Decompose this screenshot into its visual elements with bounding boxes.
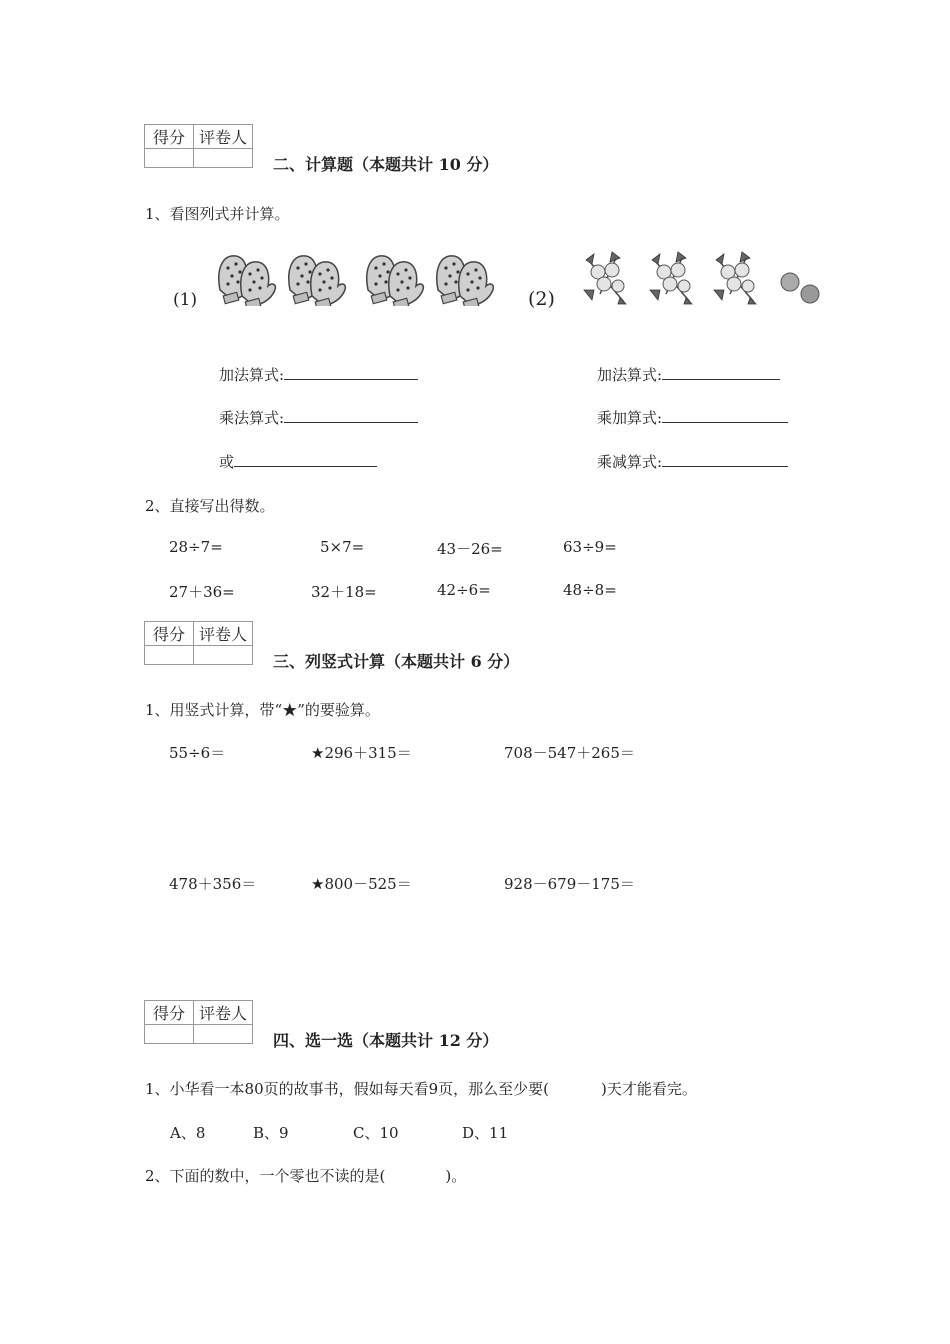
mitten-pair-3 (367, 256, 424, 306)
option-a[interactable]: A、8 (170, 1124, 206, 1142)
apples-picture (578, 248, 828, 308)
section2-title: 二、计算题（本题共计 10 分） (273, 155, 499, 174)
section3-title: 三、列竖式计算（本题共计 6 分） (273, 652, 520, 671)
calc-item: 32＋18= (311, 583, 377, 601)
right-line-3 (597, 451, 788, 472)
s4-q1-text (145, 1078, 697, 1099)
vertical-calc-item: 478＋356＝ (169, 875, 257, 893)
s2-q1-label1: (1) (173, 290, 198, 310)
score-cell (145, 149, 194, 168)
left-line-2-label: 乘法算式: (219, 409, 285, 427)
answer-blank[interactable] (234, 452, 377, 467)
mitten-pair-2 (289, 256, 346, 306)
option-c[interactable]: C、10 (353, 1124, 399, 1142)
vertical-calc-item: 928－679－175＝ (504, 875, 635, 893)
score-box (144, 1000, 253, 1044)
s2-q1-label2: (2) (528, 288, 555, 310)
s4-q2-before: 2、下面的数中，一个零也不读的是( (145, 1167, 386, 1185)
s4-q1-after: )天才能看完。 (601, 1080, 697, 1098)
s3-q1-text: 1、用竖式计算，带“★”的要验算。 (145, 701, 380, 719)
grader-cell (194, 149, 253, 168)
calc-item: 27＋36= (169, 583, 235, 601)
apple-branch-2 (650, 252, 692, 304)
answer-blank[interactable] (284, 365, 418, 380)
score-cell (145, 1025, 194, 1044)
left-line-1-label: 加法算式: (219, 366, 285, 384)
score-cell (145, 646, 194, 665)
section4-title: 四、选一选（本题共计 12 分） (273, 1031, 499, 1050)
answer-blank[interactable] (662, 452, 788, 467)
mitten-pair-4 (437, 256, 494, 306)
score-label: 得分 (145, 622, 194, 646)
grader-label: 评卷人 (194, 125, 253, 149)
right-line-3-label: 乘减算式: (597, 453, 663, 471)
option-b[interactable]: B、9 (253, 1124, 289, 1142)
calc-item: 43－26= (437, 540, 503, 558)
answer-blank[interactable] (662, 365, 780, 380)
right-line-2 (597, 407, 788, 428)
vertical-calc-item: ★296＋315＝ (311, 744, 412, 762)
grader-cell (194, 646, 253, 665)
s2-q1-text: 1、看图列式并计算。 (145, 205, 290, 223)
right-line-1 (597, 364, 780, 385)
grader-label: 评卷人 (194, 1001, 253, 1025)
calc-item: 42÷6= (437, 581, 491, 599)
score-box (144, 621, 253, 665)
right-line-1-label: 加法算式: (597, 366, 663, 384)
mitten-pair-1 (219, 256, 276, 306)
right-line-2-label: 乘加算式: (597, 409, 663, 427)
score-box (144, 124, 253, 168)
calc-item: 28÷7= (169, 538, 223, 556)
loose-apples (781, 273, 819, 303)
answer-blank[interactable] (662, 408, 788, 423)
grader-label: 评卷人 (194, 622, 253, 646)
s4-q2-after: )。 (445, 1167, 467, 1185)
left-line-1 (219, 364, 418, 385)
left-line-2 (219, 407, 418, 428)
score-label: 得分 (145, 1001, 194, 1025)
left-line-3 (219, 451, 377, 472)
left-line-3-label: 或 (219, 453, 235, 471)
vertical-calc-item: 708－547＋265＝ (504, 744, 635, 762)
s4-q1-before: 1、小华看一本80页的故事书，假如每天看9页，那么至少要( (145, 1080, 550, 1098)
apple-branch-3 (714, 252, 756, 304)
vertical-calc-item: 55÷6＝ (169, 744, 226, 762)
mittens-picture (214, 250, 494, 306)
grader-cell (194, 1025, 253, 1044)
s4-q2-text (145, 1165, 466, 1186)
calc-item: 48÷8= (563, 581, 617, 599)
score-label: 得分 (145, 125, 194, 149)
apple-branch-1 (584, 252, 626, 304)
option-d[interactable]: D、11 (462, 1124, 509, 1142)
s2-q2-text: 2、直接写出得数。 (145, 497, 275, 515)
calc-item: 63÷9= (563, 538, 617, 556)
vertical-calc-item: ★800－525＝ (311, 875, 412, 893)
answer-blank[interactable] (284, 408, 418, 423)
calc-item: 5×7= (320, 538, 365, 556)
